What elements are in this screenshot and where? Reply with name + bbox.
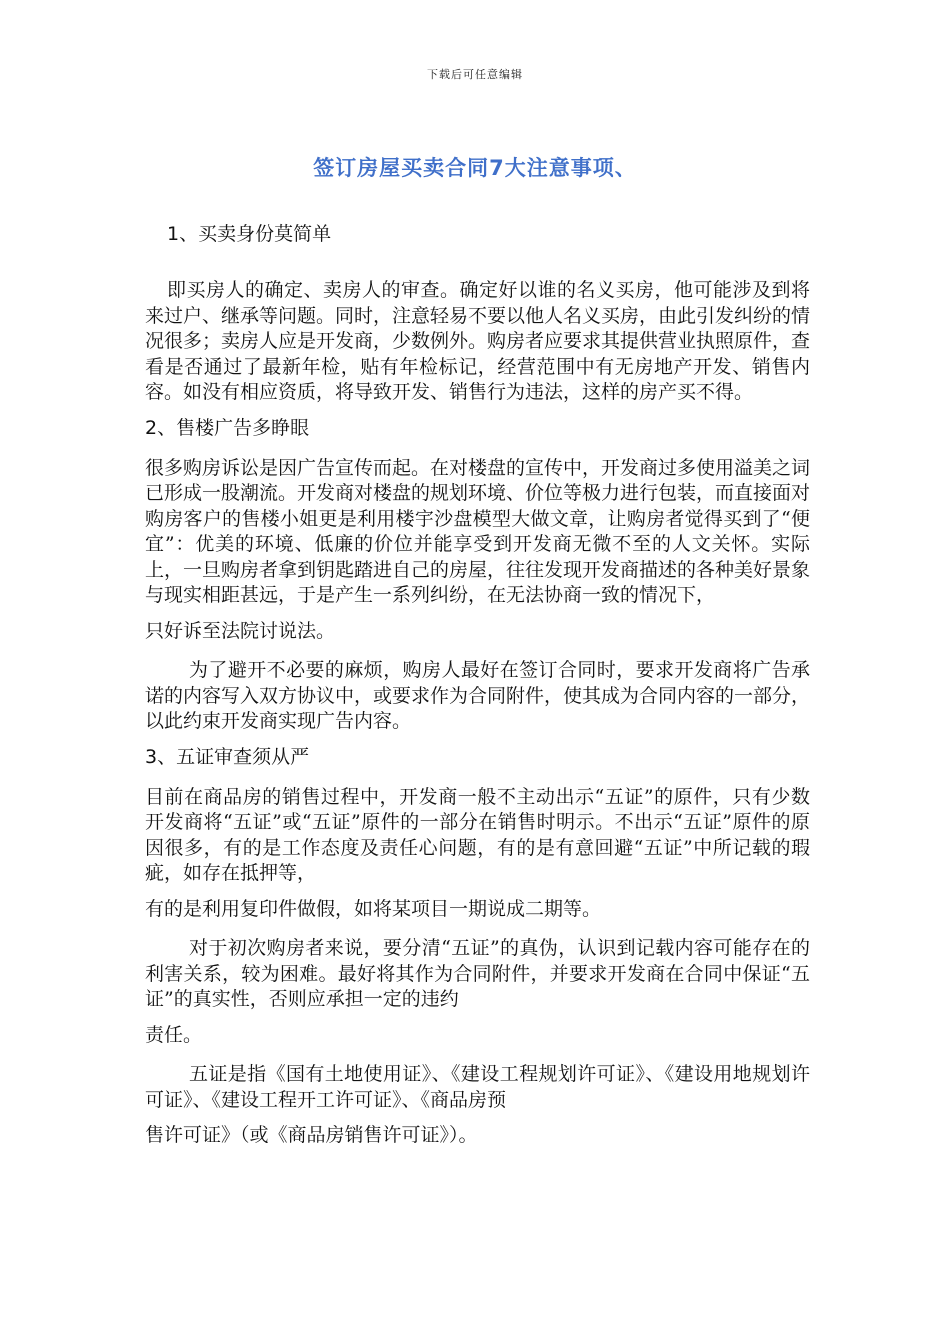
section-2-paragraph-3: 为了避开不必要的麻烦，购房人最好在签订合同时，要求开发商将广告承诺的内容写入双方协议中，或要求作为合同附件，使其成为合同内容的一部分，以此约束开发商实现广告内容。: [145, 659, 811, 732]
header-note: 下载后可任意编辑: [427, 68, 523, 81]
section-3-paragraph-1: 目前在商品房的销售过程中，开发商一般不主动出示“五证”的原件，只有少数开发商将“五证”或“五证”原件的一部分在销售时明示。不出示“五证”原件的原因很多，有的是工作态度及责任心问题，有的是有意回避“五证”中所记载的瑕疵，如存在抵押等，: [145, 785, 810, 884]
section-3-paragraph-6: 售许可证》（或《商品房销售许可证》）。: [145, 1124, 478, 1146]
section-3-paragraph-4: 责任。: [145, 1023, 203, 1046]
section-1-paragraph-1: 即买房人的确定、卖房人的审查。确定好以谁的名义买房，他可能涉及到将来过户、继承等问题。同时，注意轻易不要以他人名义买房，由此引发纠纷的情况很多；卖房人应是开发商，少数例外。购房者应要求其提供营业执照原件，查看是否通过了最新年检，贴有年检标记，经营范围中有无房地产开发、销售内容。如没有相应资质，将导致开发、销售行为违法，这样的房产买不得。: [145, 279, 811, 403]
section-1-heading: 1、买卖身份莫简单: [167, 223, 332, 245]
document-body: [145, 222, 810, 1149]
section-3-paragraph-3: 对于初次购房者来说，要分清“五证”的真伪，认识到记载内容可能存在的利害关系，较为困难。最好将其作为合同附件，并要求开发商在合同中保证“五证”的真实性，否则应承担一定的违约: [145, 937, 810, 1010]
section-3-paragraph-5: 五证是指《国有土地使用证》、《建设工程规划许可证》、《建设用地规划许可证》、《建设工程开工许可证》、《商品房预: [145, 1063, 810, 1111]
section-3-heading: 3、五证审查须从严: [145, 745, 310, 768]
document-title: 签订房屋买卖合同7大注意事项、: [313, 156, 637, 180]
section-2-heading: 2、售楼广告多睁眼: [145, 416, 310, 439]
section-3-paragraph-2: 有的是利用复印件做假，如将某项目一期说成二期等。: [145, 897, 602, 920]
section-2-paragraph-1: 很多购房诉讼是因广告宣传而起。在对楼盘的宣传中，开发商过多使用溢美之词已形成一股潮流。开发商对楼盘的规划环境、价位等极力进行包装，而直接面对购房客户的售楼小姐更是利用楼宇沙盘模型大做文章，让购房者觉得买到了“便宜”：优美的环境、低廉的价位并能享受到开发商无微不至的人文关怀。实际上，一旦购房者拿到钥匙踏进自己的房屋，往往发现开发商描述的各种美好景象与现实相距甚远，于是产生一系列纠纷，在无法协商一致的情况下，: [145, 456, 811, 606]
section-2-paragraph-2: 只好诉至法院讨说法。: [145, 619, 336, 642]
